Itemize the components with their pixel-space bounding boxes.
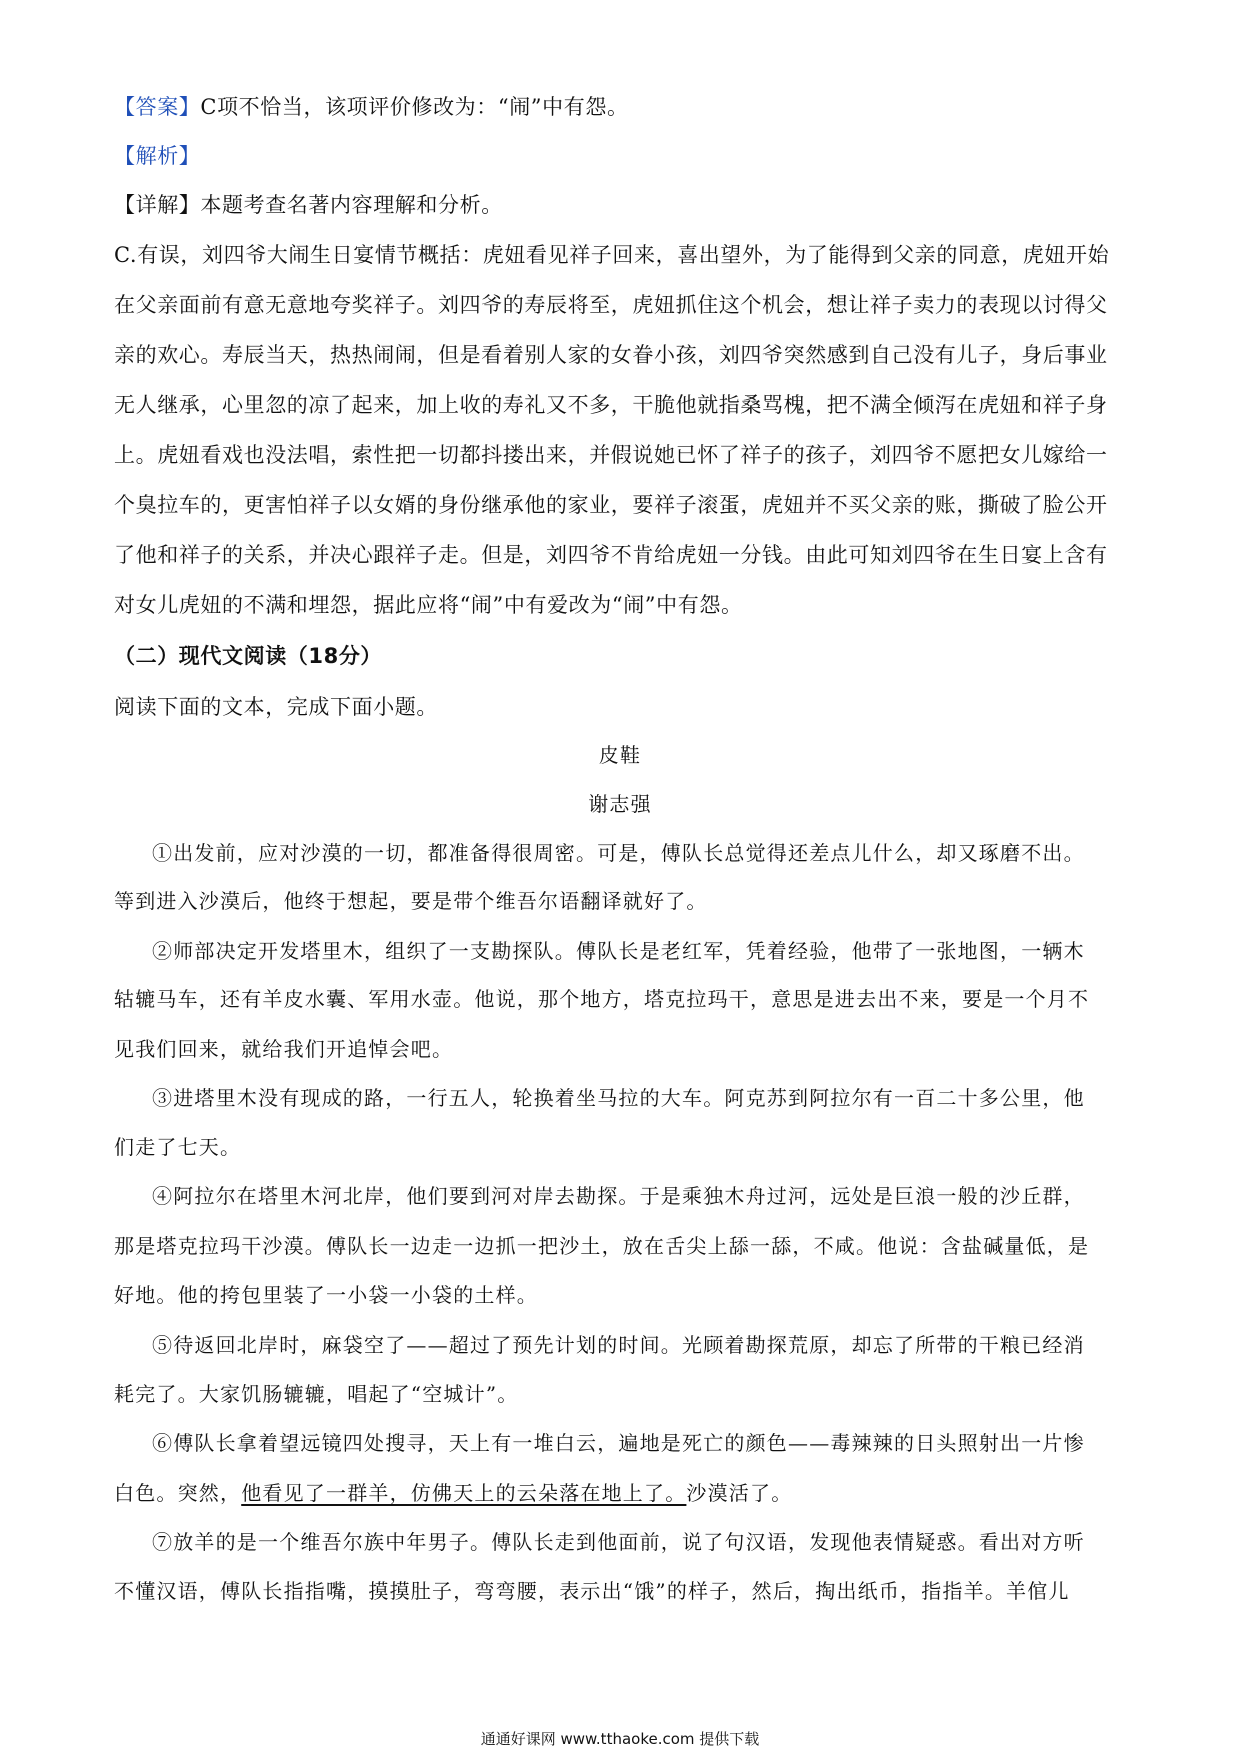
story-author: 谢志强: [588, 792, 652, 816]
story-paragraph-2-line: 见我们回来，就给我们开追悼会吧。: [114, 1037, 454, 1061]
story-paragraph-1-line: 等到进入沙漠后，他终于想起，要是带个维吾尔语翻译就好了。: [114, 889, 708, 913]
section-heading: （二）现代文阅读（18分）: [114, 644, 383, 668]
section-instruction: 阅读下面的文本，完成下面小题。: [114, 695, 438, 719]
story-paragraph-4-line: 那是塔克拉玛干沙漠。傅队长一边走一边抓一把沙土，放在舌尖上舔一舔，不咸。他说：含盐碱量低，是: [114, 1234, 1090, 1258]
detail-paragraph-line: 在父亲面前有意无意地夸奖祥子。刘四爷的寿辰将至，虎妞抓住这个机会，想让祥子卖力的表现以讨得父: [114, 293, 1108, 317]
answer-line: [114, 92, 629, 122]
detail-paragraph-line: 个臭拉车的，更害怕祥子以女婿的身份继承他的家业，要祥子滚蛋，虎妞并不买父亲的账，撕破了脸公开: [114, 493, 1108, 517]
detail-paragraph-line: 上。虎妞看戏也没法唱，索性把一切都抖搂出来，并假说她已怀了祥子的孩子，刘四爷不愿把女儿嫁给一: [114, 443, 1108, 467]
story-paragraph-3-line: 们走了七天。: [114, 1135, 242, 1159]
answer-tag: 【答案】: [114, 95, 201, 119]
story-paragraph-5-line: ⑤待返回北岸时，麻袋空了——超过了预先计划的时间。光顾着勘探荒原，却忘了所带的干粮已经消: [152, 1333, 1085, 1357]
detail-paragraph-line: 亲的欢心。寿辰当天，热热闹闹，但是看着别人家的女眷小孩，刘四爷突然感到自己没有儿子，身后事业: [114, 343, 1108, 367]
story-paragraph-1-line: ①出发前，应对沙漠的一切，都准备得很周密。可是，傅队长总觉得还差点儿什么，却又琢磨不出。: [152, 841, 1085, 865]
detail-line: [114, 190, 503, 220]
story-paragraph-2-line: ②师部决定开发塔里木，组织了一支勘探队。傅队长是老红军，凭着经验，他带了一张地图，一辆木: [152, 939, 1085, 963]
story-paragraph-3-line: ③进塔里木没有现成的路，一行五人，轮换着坐马拉的大车。阿克苏到阿拉尔有一百二十多公里，他: [152, 1086, 1085, 1110]
story-text: 沙漠活了。: [686, 1481, 793, 1505]
story-paragraph-6-line: ⑥傅队长拿着望远镜四处搜寻，天上有一堆白云，遍地是死亡的颜色——毒辣辣的日头照射出一片惨: [152, 1431, 1085, 1455]
analysis-tag: 【解析】: [114, 144, 201, 168]
page-footer: 通通好课网 www.tthaoke.com 提供下载: [480, 1730, 760, 1748]
story-title: 皮鞋: [598, 743, 642, 767]
detail-paragraph-line: 无人继承，心里忽的凉了起来，加上收的寿礼又不多，干脆他就指桑骂槐，把不满全倾泻在虎妞和祥子身: [114, 393, 1108, 417]
answer-text: C项不恰当，该项评价修改为：“闹”中有怨。: [200, 95, 629, 119]
story-paragraph-7-line: ⑦放羊的是一个维吾尔族中年男子。傅队长走到他面前，说了句汉语，发现他表情疑惑。看出对方听: [152, 1530, 1085, 1554]
story-paragraph-7-line: 不懂汉语，傅队长指指嘴，摸摸肚子，弯弯腰，表示出“饿”的样子，然后，掏出纸币，指指羊。羊倌儿: [114, 1579, 1070, 1603]
story-paragraph-2-line: 轱辘马车，还有羊皮水囊、军用水壶。他说，那个地方，塔克拉玛干，意思是进去出不来，要是一个月不: [114, 987, 1090, 1011]
story-paragraph-6-line: [114, 1478, 792, 1508]
detail-paragraph-line: 了他和祥子的关系，并决心跟祥子走。但是，刘四爷不肯给虎妞一分钱。由此可知刘四爷在生日宴上含有: [114, 543, 1108, 567]
detail-tag: 【详解】: [114, 193, 201, 217]
story-text: 白色。突然，: [114, 1481, 242, 1505]
underlined-sentence: 他看见了一群羊，仿佛天上的云朵落在地上了。: [241, 1481, 687, 1505]
analysis-line: [114, 141, 200, 171]
story-paragraph-4-line: 好地。他的挎包里装了一小袋一小袋的土样。: [114, 1283, 538, 1307]
detail-paragraph-line: C.有误，刘四爷大闹生日宴情节概括：虎妞看见祥子回来，喜出望外，为了能得到父亲的同意，虎妞开始: [114, 243, 1110, 267]
detail-paragraph-line: 对女儿虎妞的不满和埋怨，据此应将“闹”中有爱改为“闹”中有怨。: [114, 593, 743, 617]
story-paragraph-4-line: ④阿拉尔在塔里木河北岸，他们要到河对岸去勘探。于是乘独木舟过河，远处是巨浪一般的沙丘群，: [152, 1184, 1085, 1208]
detail-text: 本题考查名著内容理解和分析。: [200, 193, 503, 217]
story-paragraph-5-line: 耗完了。大家饥肠辘辘，唱起了“空城计”。: [114, 1382, 519, 1406]
